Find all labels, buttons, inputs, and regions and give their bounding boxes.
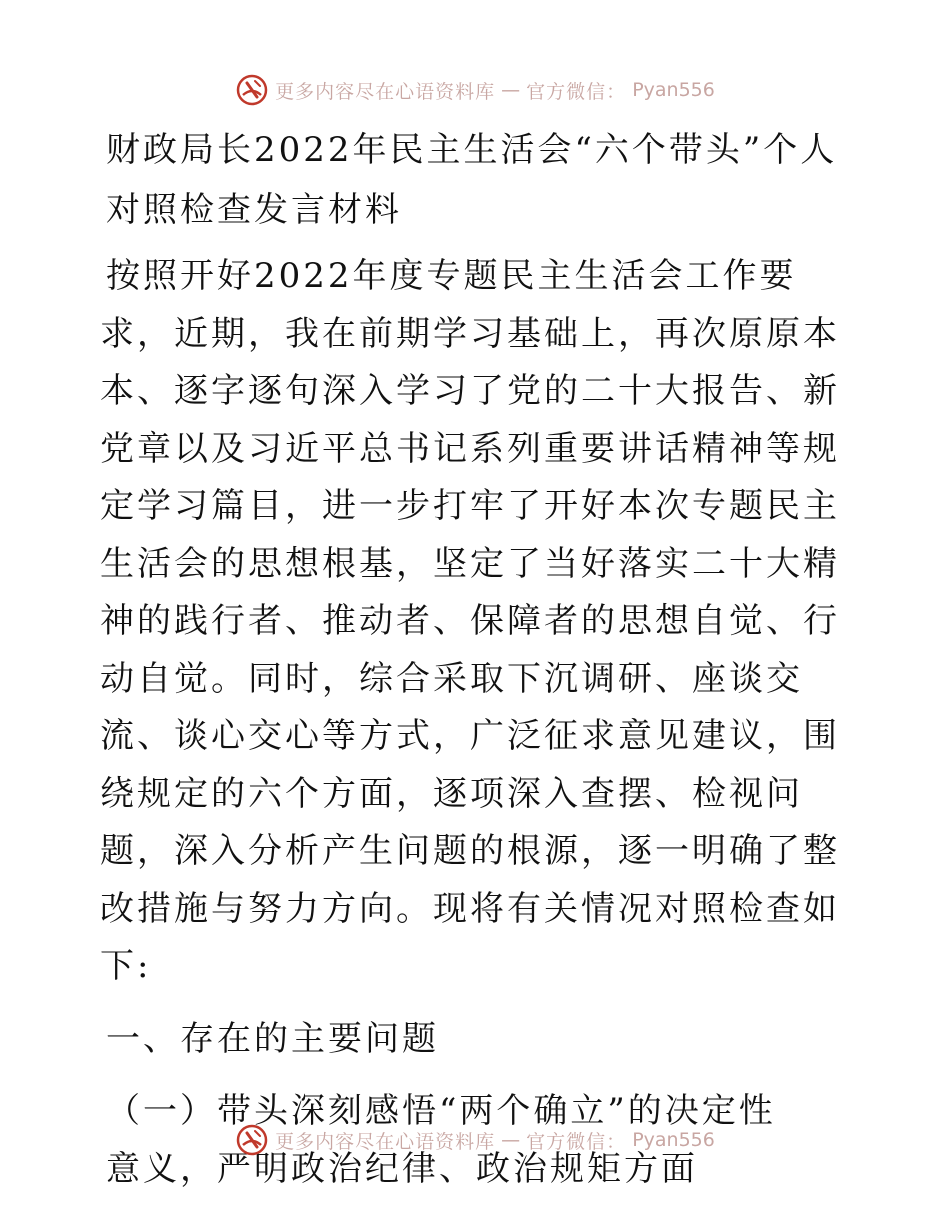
footer-watermark — [0, 1120, 950, 1160]
subsection-heading: （一）带头深刻感悟“两个确立”的决定性意义，严明政治纪律、政治规矩方面 — [106, 1090, 776, 1189]
watermark-dash: — — [501, 1129, 521, 1151]
document-body — [100, 120, 860, 1198]
watermark-handle: Pyan556 — [632, 79, 715, 101]
document-title: 财政局长2022年民主生活会“六个带头”个人对照检查发言材料 — [106, 130, 838, 230]
watermark-official: 官方微信： — [526, 1130, 627, 1153]
section-heading: 一、存在的主要问题 — [106, 1018, 439, 1059]
book-pen-icon — [235, 1123, 269, 1157]
header-watermark — [0, 70, 950, 110]
intro-paragraph: 按照开好2022年度专题民主生活会工作要求，近期，我在前期学习基础上，再次原原本本、逐字逐句深入学习了党的二十大报告、新党章以及习近平总书记系列重要讲话精神等规定学习篇目，进一步打牢了开好本次专题民主生活会的思想根基，坚定了当好落实二十大精神的践行者、推动者、保障者的思想自觉、行动自觉。同时，综合采取下沉调研、座谈交流、谈心交心等方式，广泛征求意见建议，围绕规定的六个方面，逐项深入查摆、检视问题，深入分析产生问题的根源，逐一明确了整改措施与努力方向。现将有关情况对照检查如下: — [100, 256, 840, 986]
watermark-dash: — — [501, 79, 521, 101]
watermark-official: 官方微信： — [526, 80, 627, 103]
book-pen-icon — [235, 73, 269, 107]
watermark-handle: Pyan556 — [632, 1129, 715, 1151]
watermark-text: 更多内容尽在心语资料库 — [275, 1130, 496, 1153]
watermark-text: 更多内容尽在心语资料库 — [275, 80, 496, 103]
